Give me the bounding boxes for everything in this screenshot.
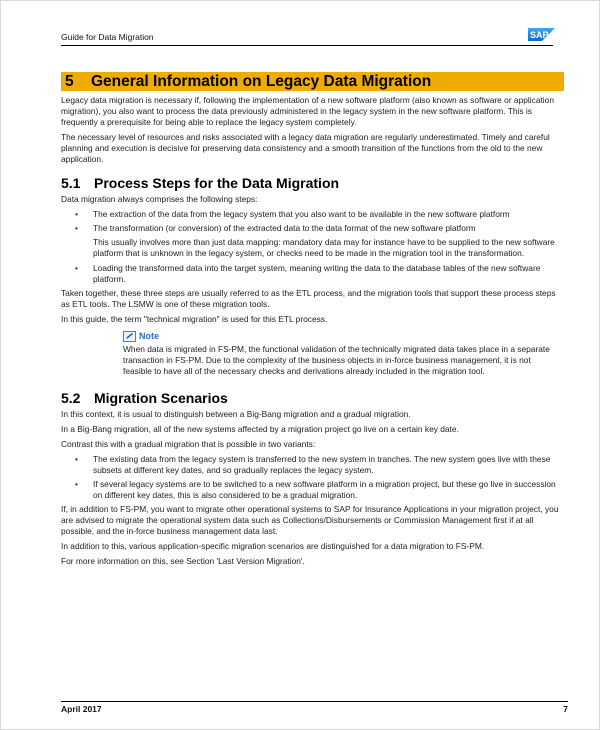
list-item [61,223,561,234]
list-item [61,263,561,285]
note-label: Note [139,331,159,341]
note-pencil-icon [123,331,136,342]
paragraph: In addition to this, various application-specific migration scenarios are distinguished for a data migration to FS-PM. [61,541,485,551]
bullet-icon: • [75,263,78,273]
section-title: General Information on Legacy Data Migration [91,73,432,90]
list-item [61,479,561,501]
paragraph: Taken together, these three steps are usually referred to as the ETL process, and the migration tools that support these process steps as ETL tools. The LSMW is one of these migration tools. [61,288,556,309]
page-header [61,29,553,46]
paragraph: Legacy data migration is necessary if, following the implementation of a new software platform (also known as software or application migration), you also want to process the data previously administered in the legacy system in the new software platform. This is frequently a prerequisite for being able to replace the legacy system completely. [61,95,554,127]
list-item [61,454,561,476]
bullet-icon: • [75,479,78,489]
paragraph: In a Big-Bang migration, all of the new systems affected by a migration project go live on a certain key date. [61,424,459,434]
note-text: When data is migrated in FS-PM, the functional validation of the technically migrated data takes place in a separate transaction in FS-PM. Due to the complexity of the business objects in in-force business management, it is not feasible to have all of the necessary checks and derivations already included in the migration tool. [123,344,550,376]
list-item [61,209,561,220]
list-item-text: Loading the transformed data into the target system, meaning writing the data to the database tables of the new software platform. [93,263,541,284]
footer-date: April 2017 [61,704,102,714]
header-title: Guide for Data Migration [61,32,154,42]
paragraph: In this guide, the term "technical migration" is used for this ETL process. [61,314,328,324]
section-5-1-heading [61,175,561,191]
section-title: Migration Scenarios [94,390,228,406]
note-header [123,331,561,342]
section-number: 5 [65,73,74,90]
bullet-icon: • [75,223,78,233]
page-footer [61,701,568,714]
paragraph: In this context, it is usual to distinguish between a Big-Bang migration and a gradual migration. [61,409,411,419]
bullet-icon: • [75,454,78,464]
bullet-icon: • [75,209,78,219]
sub-paragraph: This usually involves more than just data mapping: mandatory data may for instance have to be supplied to the new software platform that is unknown in the legacy system, or checks need to be made in the migration tool in the transformation. [93,237,555,258]
section-number: 5.1 [61,175,81,191]
section-5-2-heading [61,390,561,406]
process-steps-list [61,209,561,234]
list-item-text: The existing data from the legacy system is transferred to the new system in tranches. The new system goes live with these subsets at different key dates, and so gradually replaces the legacy system. [93,454,551,475]
svg-text:SAP: SAP [530,30,549,40]
list-item-text: If several legacy systems are to be switched to a new software platform in a migration project, but these go live in succession on different key dates, this is also considered to be a gradual migration. [93,479,556,500]
page-content [61,95,561,571]
process-steps-list-cont [61,263,561,285]
paragraph: If, in addition to FS-PM, you want to migrate other operational systems to SAP for Insurance Applications in your migration project, you are advised to migrate the operational system data such as Collections/Disbursements or Commission Management first if at all possible, and the in-force business management data last. [61,504,559,536]
paragraph: Data migration always comprises the following steps: [61,194,258,204]
page-number: 7 [563,704,568,714]
list-item-text: The extraction of the data from the legacy system that you also want to be available in the new software platform [93,209,510,219]
gradual-variants-list [61,454,561,501]
section-5-heading [61,72,564,91]
section-number: 5.2 [61,390,81,406]
section-title: Process Steps for the Data Migration [94,175,340,191]
paragraph: The necessary level of resources and risks associated with a legacy data migration are regularly underestimated. Timely and careful planning and execution is decisive for preserving data consistency and a smooth transition of the functions from the old to the new application. [61,132,550,164]
sap-logo-icon [528,28,555,41]
paragraph: Contrast this with a gradual migration that is possible in two variants: [61,439,316,449]
paragraph: For more information on this, see Section 'Last Version Migration'. [61,556,305,566]
list-item-text: The transformation (or conversion) of the extracted data to the data format of the new software platform [93,223,476,233]
note-box [123,331,561,377]
